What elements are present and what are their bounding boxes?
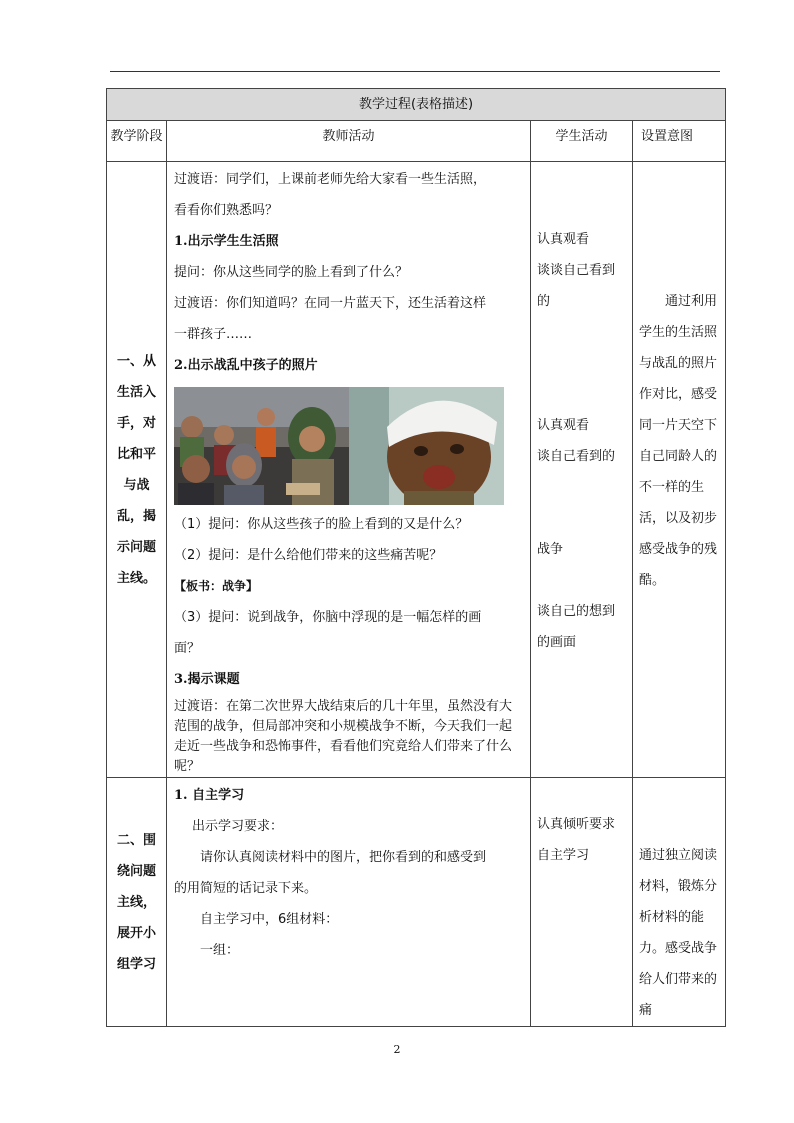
war-children-photos	[174, 387, 504, 505]
table-title: 教学过程(表格描述)	[107, 89, 726, 121]
stage-cell-1: 一、从生活入手，对比和平与战乱，揭示问题主线。	[107, 162, 167, 778]
student-activity-4a: 谈自己的想到	[537, 604, 616, 619]
student-activity-6: 自主学习	[537, 848, 590, 863]
header-intent: 设置意图	[633, 121, 726, 162]
header-teacher: 教师活动	[167, 121, 531, 162]
transition-2a: 过渡语：你们知道吗？在同一片蓝天下，还生活着这样	[174, 296, 487, 311]
material-groups: 自主学习中，6组材料：	[200, 912, 339, 927]
student-cell-1	[531, 162, 633, 778]
table-title-row	[107, 89, 726, 121]
stage-cell-2: 二、围绕问题主线，展开小组学习	[107, 778, 167, 1027]
table-row	[107, 162, 726, 778]
student-activity-2b: 谈自己看到的	[537, 449, 616, 464]
design-intent-1: 通过利用学生的生活照与战乱的照片作对比，感受同一片天空下自己同龄人的不一样的生活，以及初步感受战争的残酷。	[639, 294, 718, 588]
self-study-heading: 1. 自主学习	[174, 788, 245, 803]
student-activity-1a: 认真观看	[537, 232, 590, 247]
header-rule	[110, 71, 720, 72]
board-note: 【板书：战争】	[174, 579, 259, 593]
table-row	[107, 778, 726, 1027]
header-stage: 教学阶段	[107, 121, 167, 162]
step-heading-2: 2.出示战乱中孩子的照片	[174, 358, 318, 373]
question-4a: （3）提问：说到战争，你脑中浮现的是一幅怎样的画	[174, 610, 482, 625]
design-intent-2: 通过独立阅读材料，锻炼分析材料的能力。感受战争给人们带来的痛	[639, 848, 718, 1018]
transition-line-1: 过渡语：同学们，上课前老师先给大家看一些生活照，	[174, 172, 487, 187]
question-3: （2）提问：是什么给他们带来的这些痛苦呢？	[174, 548, 443, 563]
children-crowd-photo	[174, 387, 349, 505]
table-header-row	[107, 121, 726, 162]
student-activity-1c: 的	[537, 294, 551, 309]
question-4b: 面？	[174, 641, 201, 656]
learning-requirements: 出示学习要求：	[192, 819, 284, 834]
group-one: 一组：	[200, 943, 240, 958]
student-activity-2a: 认真观看	[537, 418, 590, 433]
header-student: 学生活动	[531, 121, 633, 162]
student-activity-5: 认真倾听要求	[537, 817, 616, 832]
transition-2b: 一群孩子……	[174, 327, 253, 342]
student-activity-4b: 的画面	[537, 635, 577, 650]
instruction-line-b: 的用简短的话记录下来。	[174, 881, 318, 896]
crying-boy-photo	[349, 387, 504, 505]
step-heading-3: 3.揭示课题	[174, 672, 240, 687]
intent-cell-1	[633, 162, 726, 778]
teacher-cell-2	[167, 778, 531, 1027]
transition-line-2: 看看你们熟悉吗？	[174, 203, 279, 218]
instruction-line-a: 请你认真阅读材料中的图片，把你看到的和感受到	[200, 850, 487, 865]
step-heading-1: 1.出示学生生活照	[174, 234, 279, 249]
student-cell-2	[531, 778, 633, 1027]
teacher-cell-1	[167, 162, 531, 778]
transition-3: 过渡语：在第二次世界大战结束后的几十年里，虽然没有大范围的战争，但局部冲突和小规模战争不断，今天我们一起走近一些战争和恐怖事件，看看他们究竟给人们带来了什么呢？	[174, 699, 513, 774]
lesson-process-table	[106, 88, 726, 1027]
intent-cell-2	[633, 778, 726, 1027]
question-1: 提问：你从这些同学的脸上看到了什么？	[174, 265, 409, 280]
question-2: （1）提问：你从这些孩子的脸上看到的又是什么？	[174, 517, 469, 532]
page-number: 2	[393, 1043, 401, 1056]
student-activity-1b: 谈谈自己看到	[537, 263, 616, 278]
student-activity-3: 战争	[537, 542, 564, 557]
